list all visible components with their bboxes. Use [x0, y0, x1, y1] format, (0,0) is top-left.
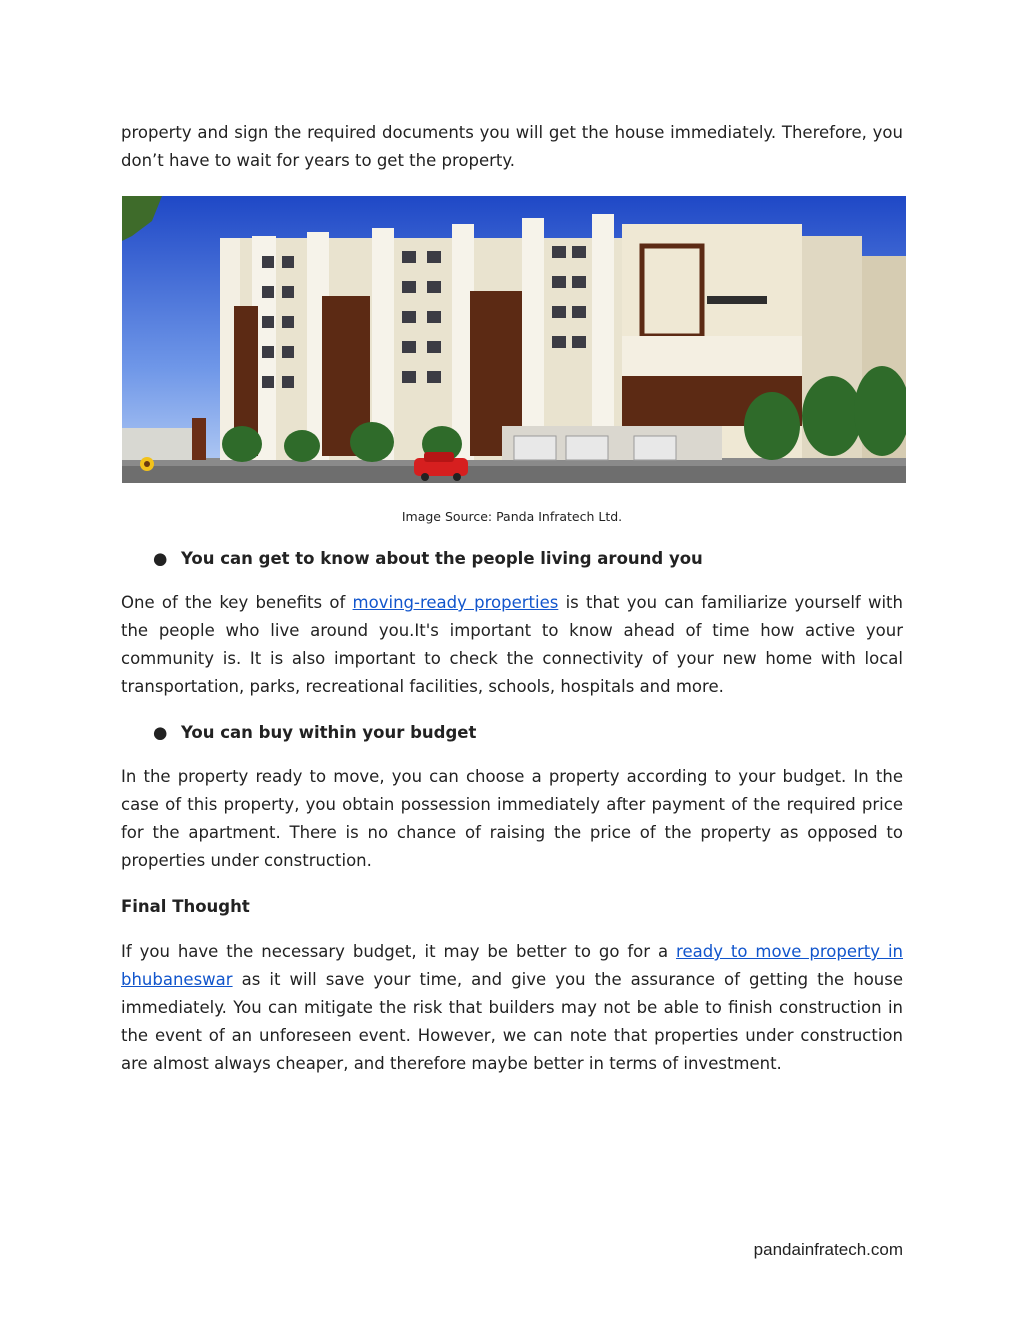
- footer-site-name: pandainfratech.com: [753, 1240, 903, 1259]
- bullet-budget: [153, 723, 476, 742]
- apartment-building-photo: [122, 196, 906, 483]
- bullet-dot-icon: ●: [153, 549, 168, 568]
- final-thought-paragraph: [121, 938, 903, 1078]
- bullet-dot-icon: ●: [153, 723, 168, 742]
- neighbors-paragraph: [121, 589, 903, 701]
- bullet-title: You can get to know about the people living around you: [181, 549, 703, 568]
- final-thought-heading: Final Thought: [121, 897, 250, 916]
- paragraph-text: One of the key benefits of: [121, 593, 353, 612]
- intro-paragraph: property and sign the required documents you will get the house immediately. Therefore, you don’t have to wait for years to get the property.: [121, 123, 903, 170]
- paragraph-text: as it will save your time, and give you the assurance of getting the house immediately. You can mitigate the risk that builders may not be able to finish construction in the event of an unforeseen event. However, we can note that properties under construction are almost always cheaper, and therefore maybe better in terms of investment.: [121, 970, 903, 1073]
- paragraph-text: If you have the necessary budget, it may be better to go for a: [121, 942, 677, 961]
- moving-ready-properties-link[interactable]: moving-ready properties: [352, 593, 559, 612]
- bullet-title: You can buy within your budget: [181, 723, 477, 742]
- ready-to-move-property-link[interactable]: ready to move property in bhubaneswar: [121, 942, 903, 989]
- paragraph-text: is that you can familiarize yourself with the people who live around you.It's important to know ahead of time how active your community is. It is also important to check the connectivity of your new home with local transportation, parks, recreational facilities, schools, hospitals and more.: [121, 593, 903, 696]
- budget-paragraph: In the property ready to move, you can choose a property according to your budget. In the case of this property, you obtain possession immediately after payment of the required price for the apartment. There is no chance of raising the price of the property as opposed to properties under construction.: [121, 767, 903, 870]
- image-caption: Image Source: Panda Infratech Ltd.: [401, 509, 623, 524]
- bullet-know-neighbors: [153, 549, 703, 568]
